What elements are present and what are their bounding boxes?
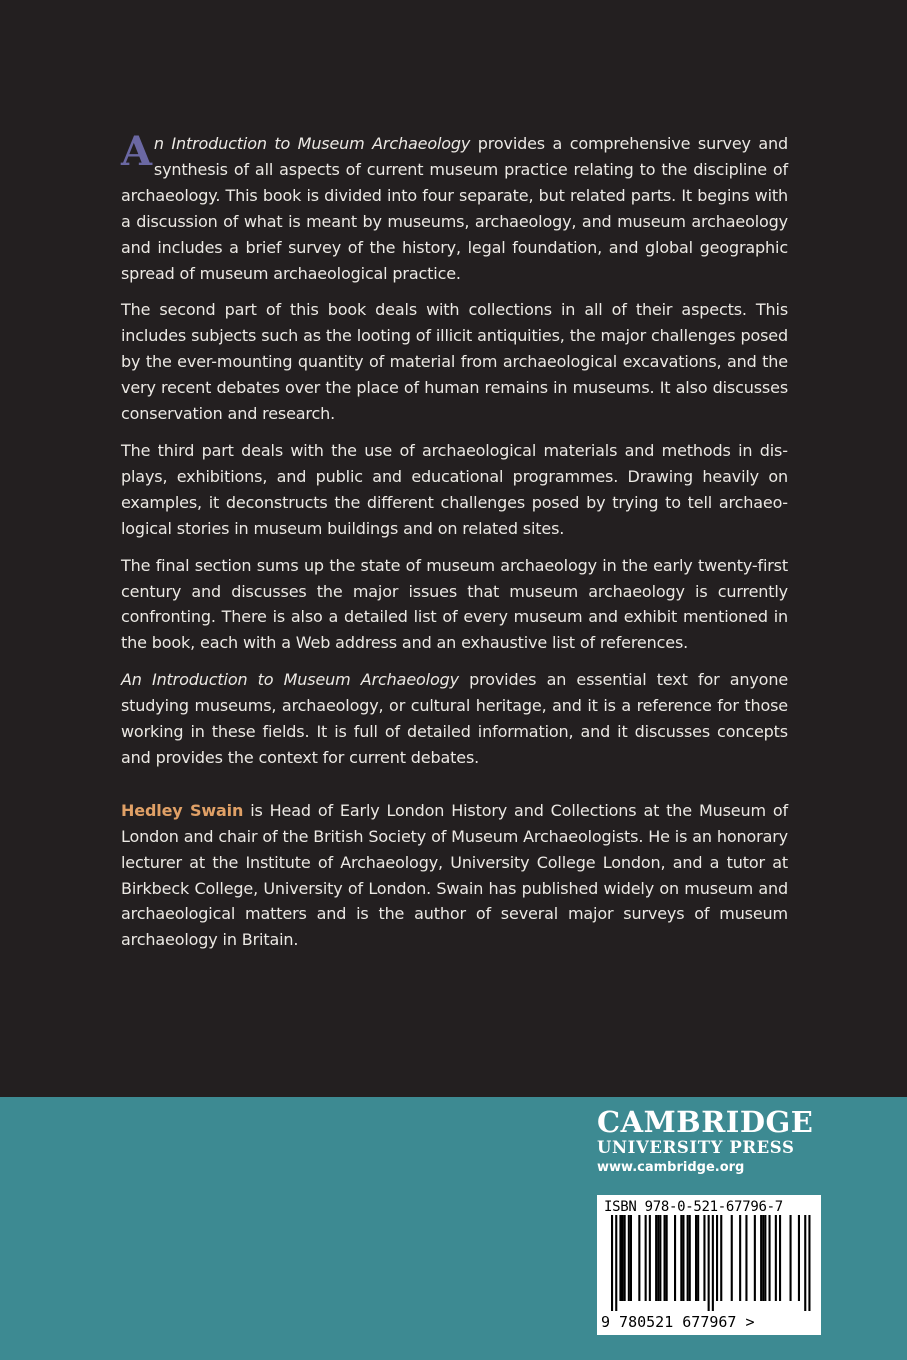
author-bio (121, 798, 788, 953)
blurb-paragraph-1-text: provides a comprehensive survey and synthesis of all aspects of current museum practice relating to the discipline of archaeology. This book is divided into four separate, but related parts. It begins with a discussion of what is meant by museums, archaeology, and museum archaeology and includes a brief survey of the history, legal foundation, and global geographic spread of museum archaeological practice. (121, 134, 789, 283)
blurb-text-block (121, 128, 789, 964)
barcode-bar (649, 1215, 651, 1301)
author-name: Hedley Swain (121, 800, 244, 820)
barcode-bar (731, 1215, 733, 1301)
barcode-bar (716, 1215, 718, 1301)
barcode-bar (622, 1215, 624, 1301)
barcode-bar (664, 1215, 666, 1301)
blurb-paragraph-3: The third part deals with the use of archaeological materials and methods in displays, exhibitions, and public and educational programmes. Drawing heavily on examples, it deconstructs the different challenges posed by trying to tell archaeological stories in museum buildings and on related sites. (121, 440, 788, 538)
barcode-bar (630, 1215, 632, 1301)
book-title-italic-2: An Introduction to Museum Archaeology (121, 670, 459, 690)
barcode-bar (739, 1215, 741, 1301)
barcode-bar (808, 1215, 810, 1311)
barcode-bar (775, 1215, 777, 1301)
barcode-bar (712, 1215, 714, 1311)
barcode-bar (624, 1215, 626, 1301)
barcode-bar (754, 1215, 756, 1301)
barcode-bar (764, 1215, 766, 1301)
barcode-bar (687, 1215, 689, 1301)
blurb-paragraph-2: The second part of this book deals with collections in all of their aspects. This includes subjects such as the looting of illicit antiquities, the major challenges posed by the ever-mounting quantity of material from archaeological excavations, and the very recent debates over the place of human remains in museums. It also discusses conservation and research. (121, 300, 788, 424)
barcode-bar (645, 1215, 647, 1301)
barcode-digits: 9 780521 677967 > (601, 1313, 755, 1331)
barcode-bar (628, 1215, 630, 1301)
barcode-bar (708, 1215, 710, 1311)
barcode-bar (680, 1215, 682, 1301)
barcode-bar (697, 1215, 699, 1301)
barcode-bar (804, 1215, 806, 1311)
isbn-barcode (597, 1195, 821, 1335)
barcode-bar (666, 1215, 668, 1301)
barcode-bar (769, 1215, 771, 1301)
barcode-bar (689, 1215, 691, 1301)
barcode-bar (682, 1215, 684, 1301)
blurb-paragraph-5-text: provides an essential text for anyone studying museums, archaeology, or cultural heritage, and it is a reference for those working in these fields. It is full of detailed information, and it discusses concepts and provides the context for current debates. (121, 670, 789, 767)
barcode-bar (619, 1215, 621, 1301)
barcode-bar (657, 1215, 659, 1301)
barcode-bar (779, 1215, 781, 1301)
barcode-bar (790, 1215, 792, 1301)
barcode-bar (655, 1215, 657, 1301)
barcode-bar (720, 1215, 722, 1301)
drop-cap-letter: A (121, 128, 152, 175)
barcode-bar (762, 1215, 764, 1301)
barcode-bar (615, 1215, 617, 1311)
author-bio-text: is Head of Early London History and Collections at the Museum of London and chair of the British Society of Museum Archaeologists. He is an honorary lecturer at the Institute of Archaeology, University College London, and a tutor at Birkbeck College, University of London. Swain has published widely on museum and archaeological matters and is the author of several major surveys of museum archaeology in Britain. (121, 800, 788, 950)
publisher-name: CAMBRIDGE (597, 1105, 814, 1139)
book-title-italic: n Introduction to Museum Archaeology (153, 134, 471, 153)
blurb-paragraph-4: The final section sums up the state of museum archaeology in the early twenty-first century and discusses the major issues that museum archaeology is currently confronting. There is also a detailed list of every museum and exhibit mentioned in the book, each with a Web address and an exhaustive list of references. (121, 555, 788, 653)
publisher-subtitle: UNIVERSITY PRESS (597, 1138, 795, 1157)
blurb-paragraph-1 (121, 128, 789, 286)
barcode-bar (798, 1215, 800, 1301)
publisher-url: www.cambridge.org (597, 1160, 745, 1175)
publisher-logo (597, 1106, 827, 1177)
isbn-label: ISBN 978-0-521-67796-7 (604, 1199, 783, 1215)
barcode-bar (638, 1215, 640, 1301)
barcode-bars (597, 1215, 821, 1315)
barcode-bar (659, 1215, 661, 1301)
barcode-bar (703, 1215, 705, 1301)
barcode-bar (674, 1215, 676, 1301)
barcode-bar (695, 1215, 697, 1301)
barcode-bar (760, 1215, 762, 1301)
blurb-paragraph-5 (121, 667, 788, 771)
barcode-bar (611, 1215, 613, 1311)
barcode-bar (745, 1215, 747, 1301)
